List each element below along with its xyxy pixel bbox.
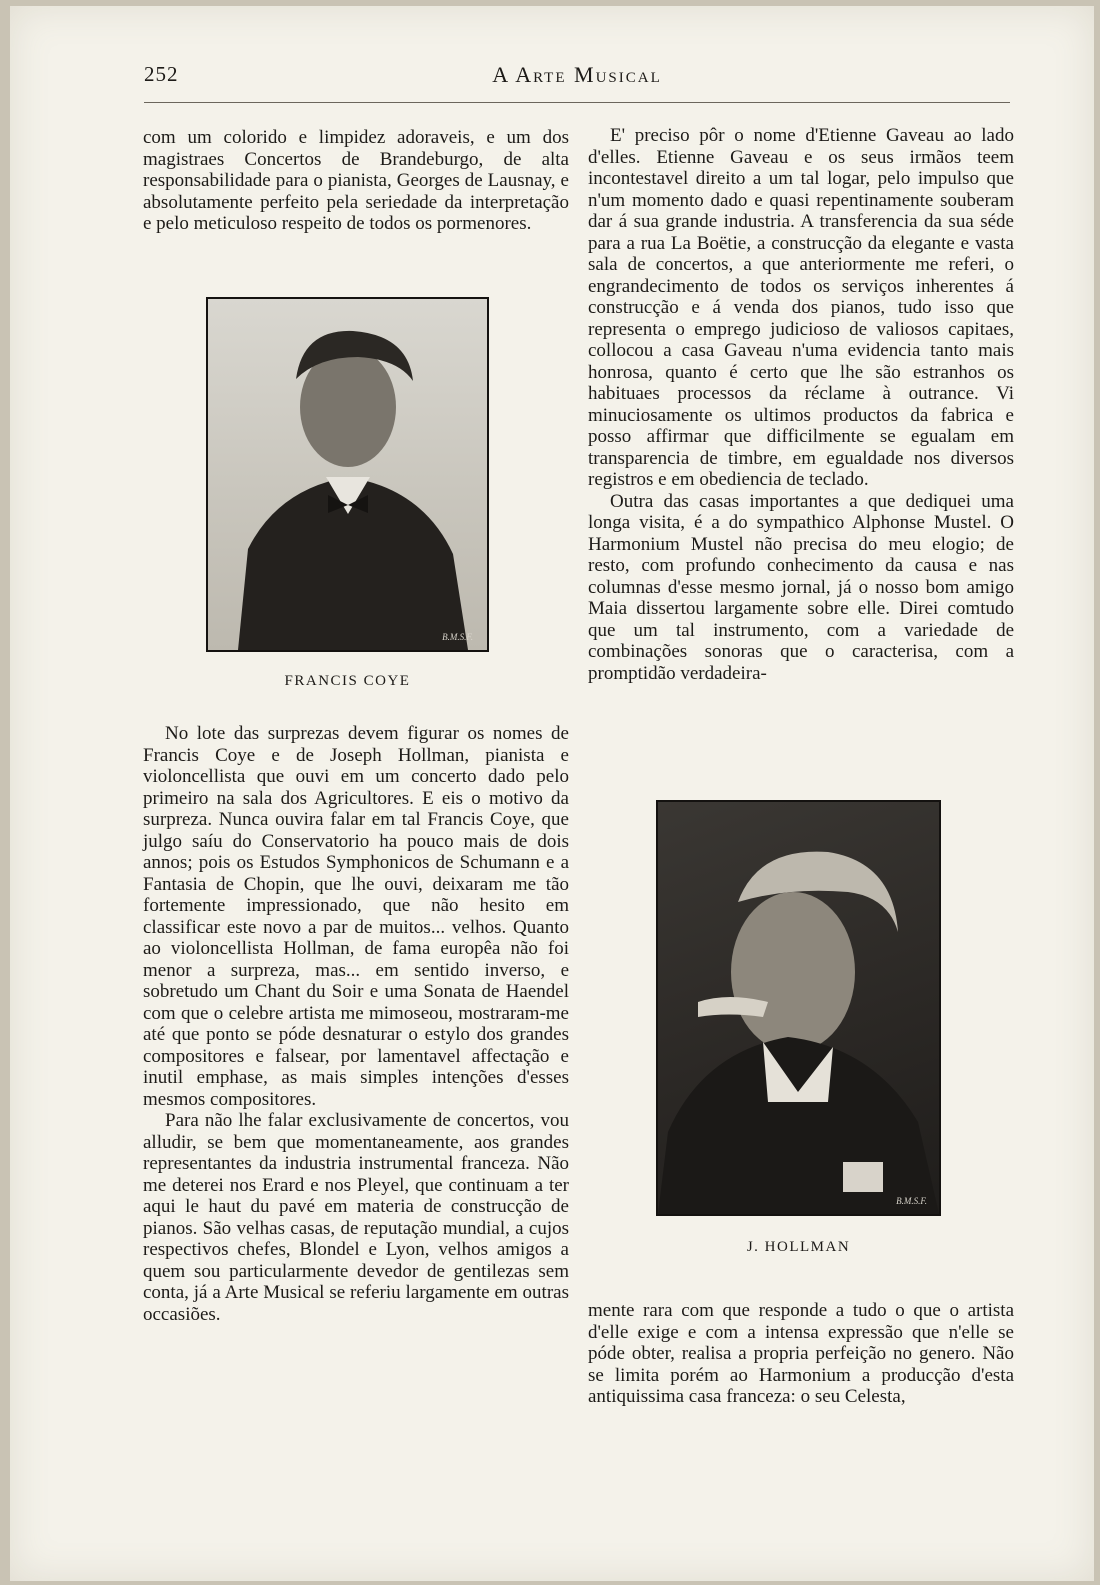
photo-signature: B.M.S.F. xyxy=(442,632,473,642)
paragraph: Outra das casas importantes a que dediquei uma longa visita, é a do sympathico Alphonse Mustel. O Harmonium Mustel não precisa do meu elogio; de resto, com profundo conhecimento da causa e nas columnas d'esse mesmo jornal, já o nosso bom amigo Maia dissertou largamente sobre elle. Direi comtudo que um tal instrumento, com a variedade de combinações sonoras que o caracterisa, com a promptidão verdadeira- xyxy=(588,490,1014,684)
photo-caption: FRANCIS COYE xyxy=(284,673,411,689)
paragraph: Para não lhe falar exclusivamente de concertos, vou alludir, se bem que momentaneamente, aos grandes representantes da industria instrumental franceza. Não me deterei nos Erard e nos Pleyel, que continuam a ter aqui le haut du pavé em materia de construcção de pianos. São velhas casas, de reputação mundial, a cujos respectivos chefes, Blondel e Lyon, velhos amigos a quem sou particularmente devedor de gentilezas sem conta, já a Arte Musical se referiu largamente em outras occasiões. xyxy=(143,1110,569,1325)
running-title: A Arte Musical xyxy=(492,62,662,87)
paragraph: com um colorido e limpidez adoraveis, e um dos magistraes Concertos de Brandeburgo, de alta responsabilidade para o pianista, Georges de Lausnay, e absolutamente perfeito pela seriedade da interpretação e pelo meticuloso respeito de todos os pormenores. xyxy=(143,127,569,234)
paragraph: No lote das surprezas devem figurar os nomes de Francis Coye e de Joseph Hollman, pianista e violoncellista que ouvi em um concerto dado pelo primeiro na sala dos Agricultores. E eis o motivo da surpreza. Nunca ouvira falar em tal Francis Coye, que julgo saíu do Conservatorio ha pouco mais de dois annos; pois os Estudos Symphonicos de Schumann e a Fantasia de Chopin, que lhe ouvi, deixaram me tão fortemente impressionado, que não hesito em classificar este novo a par de muitos... velhos. Quanto ao violoncellista Hollman, de fama europêa não foi menor a surpreza, mas... em sentido inverso, e sobretudo um Chant du Soir e uma Sonata de Haendel com que o celebre artista me mimoseou, mostraram-me até que ponto se póde desnaturar o estylo dos grandes compositores e falsear, por lamentavel affectação e inutil emphase, as mais simples intenções d'esses mesmos compositores. xyxy=(143,723,569,1110)
photo-signature: B.M.S.F. xyxy=(896,1196,927,1206)
left-column-bottom xyxy=(143,723,569,1325)
portrait-francis-coye xyxy=(206,297,489,652)
page-header xyxy=(144,62,1010,92)
paragraph: E' preciso pôr o nome d'Etienne Gaveau ao lado d'elles. Etienne Gaveau e os seus irmãos teem incontestavel direito a um tal logar, pelo impulso que n'um momento dado e quasi repentinamente souberam dar á sua grande industria. A transferencia da sua séde para a rua La Boëtie, a construcção da elegante e vasta sala de concertos, a que anteriormente me referi, o engrandecimento de todos os serviços inherentes á construcção e á venda dos pianos, tudo isso que representa o emprego judicioso de valiosos capitaes, collocou a casa Gaveau n'uma evidencia tanto mais honrosa, quanto é certo que lhe são estranhos os habituaes processos da réclame à outrance. Vi minuciosamente os ultimos productos da fabrica e posso affirmar que difficilmente se egualam em transparencia de timbre, em egualdade nos diversos registros e em obediencia de teclado. xyxy=(588,125,1014,490)
page-number: 252 xyxy=(144,62,179,86)
right-column-bottom xyxy=(588,1300,1014,1408)
right-column-top xyxy=(588,125,1014,684)
paragraph: mente rara com que responde a tudo o que o artista d'elle exige e com a intensa expressão que n'elle se póde obter, realisa a propria perfeição no genero. Não se limita porém ao Harmonium a producção d'esta antiquissima casa franceza: o seu Celesta, xyxy=(588,1300,1014,1407)
header-rule xyxy=(144,102,1010,103)
portrait-j-hollman xyxy=(656,800,941,1216)
photo-caption: J. HOLLMAN xyxy=(746,1239,851,1255)
left-column-top xyxy=(143,127,569,235)
